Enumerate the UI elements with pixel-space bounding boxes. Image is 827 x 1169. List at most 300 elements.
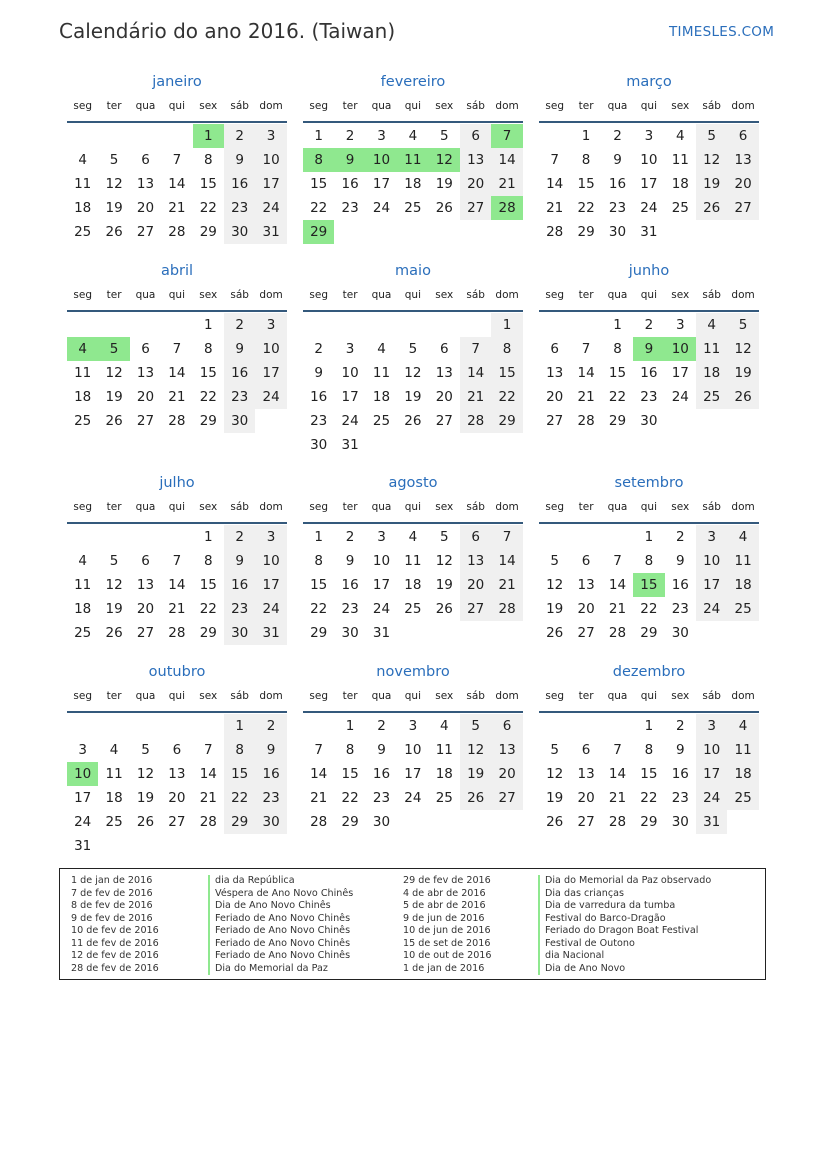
day-cell: 14 [608,577,627,593]
day-cell: 7 [203,742,213,758]
legend-date: 9 de fev de 2016 [71,912,153,924]
day-cell: 19 [105,200,123,216]
day-cell: 24 [372,200,391,216]
day-cell: 2 [675,529,685,545]
weekday-label: dom [731,690,755,702]
legend-holiday-name: Feriado de Ano Novo Chinês [208,913,350,926]
weekday-label: sáb [702,289,721,301]
holiday-day-cell: 10 [67,762,98,786]
weekday-header [539,289,759,305]
day-cell: 19 [404,389,422,405]
header-rule [539,711,759,713]
day-cell: 26 [105,413,123,429]
weekday-label: seg [545,690,564,702]
day-cell: 24 [671,389,689,405]
weekday-label: seg [73,100,92,112]
legend-holiday-name: Dia do Memorial da Paz observado [538,875,711,888]
day-cell: 17 [255,361,286,385]
day-cell: 13 [136,365,155,381]
day-cell: 31 [372,625,391,641]
weekday-label: qua [371,289,392,301]
day-cell: 26 [696,196,727,220]
month-name: outubro [148,664,206,680]
day-cell: 12 [404,365,422,381]
day-cell: 9 [345,553,355,569]
holiday-day-cell: 9 [334,148,365,172]
weekday-label: ter [342,289,358,301]
day-cell: 4 [377,341,386,357]
weekday-label: dom [259,501,283,513]
legend-holiday-name: Véspera de Ano Novo Chinês [208,888,353,901]
day-cell: 24 [341,413,359,429]
day-cell: 12 [546,577,564,593]
day-cell: 11 [372,365,391,381]
day-cell: 25 [671,200,689,216]
weekday-label: qui [168,501,185,513]
day-cell: 20 [460,172,491,196]
day-cell: 22 [341,790,359,806]
holiday-day-cell: 10 [366,148,397,172]
legend-holiday-name: Dia de Ano Novo Chinês [208,900,331,913]
day-cell: 28 [168,224,186,240]
day-cell: 7 [172,152,182,168]
day-cell: 2 [224,124,255,148]
day-cell: 15 [608,365,627,381]
weekday-label: ter [578,501,594,513]
holiday-day-cell: 5 [98,337,129,361]
day-cell: 18 [404,176,422,192]
day-cell: 18 [105,790,123,806]
legend-holiday-name: Feriado de Ano Novo Chinês [208,950,350,963]
day-cell: 20 [136,389,155,405]
day-cell: 22 [310,601,328,617]
day-cell: 24 [255,196,286,220]
holiday-day-cell: 1 [193,124,224,148]
day-cell: 7 [550,152,559,168]
day-cell: 17 [255,573,286,597]
legend-date: 7 de fev de 2016 [71,887,153,899]
day-cell: 7 [172,341,182,357]
day-cell: 23 [671,601,689,617]
day-cell: 17 [372,176,391,192]
day-cell: 15 [224,762,255,786]
day-cell: 28 [491,597,522,621]
day-cell: 27 [727,196,758,220]
weekday-label: qui [404,289,421,301]
header-rule [303,310,523,312]
weekday-label: seg [545,501,564,513]
day-cell: 7 [491,525,522,549]
day-cell: 12 [105,365,123,381]
day-cell: 22 [640,790,658,806]
day-cell: 12 [136,766,155,782]
day-cell: 29 [199,413,217,429]
weekday-label: sáb [466,501,485,513]
day-cell: 15 [577,176,595,192]
day-cell: 26 [105,224,123,240]
day-cell: 15 [199,577,217,593]
day-cell: 12 [105,577,123,593]
day-cell: 6 [491,714,522,738]
weekday-label: qua [135,289,156,301]
weekday-label: sáb [702,501,721,513]
weekday-label: ter [578,289,594,301]
header-rule [539,310,759,312]
day-cell: 30 [255,810,286,834]
day-cell: 28 [168,413,186,429]
weekday-header [303,690,523,706]
day-cell: 14 [546,176,564,192]
holiday-day-cell: 15 [633,573,664,597]
holiday-day-cell: 11 [397,148,428,172]
day-cell: 19 [435,176,453,192]
legend-date: 10 de jun de 2016 [403,925,491,936]
day-cell: 9 [613,152,622,168]
weekday-label: qua [371,690,392,702]
weekday-header [67,690,287,706]
weekday-label: qui [404,690,421,702]
day-cell: 15 [341,766,359,782]
month-name: julho [159,475,195,491]
legend-date: 1 de jan de 2016 [403,962,485,974]
day-cell: 6 [439,341,449,357]
day-cell: 11 [404,553,422,569]
day-cell: 5 [109,553,119,569]
weekday-label: sáb [466,690,485,702]
weekday-label: sex [671,289,690,301]
day-cell: 26 [727,385,758,409]
day-cell: 21 [168,389,186,405]
weekday-label: seg [545,100,564,112]
day-cell: 25 [74,413,92,429]
day-cell: 9 [377,742,386,758]
day-cell: 9 [255,738,286,762]
day-cell: 27 [460,196,491,220]
day-cell: 31 [640,224,658,240]
day-cell: 24 [696,786,727,810]
day-cell: 24 [255,385,286,409]
weekday-label: sex [671,501,690,513]
day-cell: 3 [644,128,654,144]
weekday-label: dom [731,100,755,112]
day-cell: 13 [727,148,758,172]
weekday-header [67,501,287,517]
day-cell: 25 [404,200,422,216]
legend-date: 10 de fev de 2016 [71,925,159,936]
day-cell: 14 [460,361,491,385]
day-cell: 19 [105,601,123,617]
day-cell: 10 [255,148,286,172]
day-cell: 16 [341,577,359,593]
day-cell: 19 [696,172,727,196]
day-cell: 16 [671,577,689,593]
day-cell: 5 [550,742,559,758]
day-cell: 4 [439,718,449,734]
day-cell: 2 [255,714,286,738]
day-cell: 1 [345,718,355,734]
day-cell: 23 [341,601,359,617]
day-cell: 20 [577,601,595,617]
day-cell: 10 [255,549,286,573]
day-cell: 26 [136,814,155,830]
holiday-legend [59,868,766,980]
day-cell: 2 [675,718,685,734]
legend-date: 10 de out de 2016 [403,950,492,961]
day-cell: 6 [460,124,491,148]
day-cell: 16 [341,176,359,192]
day-cell: 5 [141,742,150,758]
day-cell: 30 [341,625,359,641]
day-cell: 14 [168,365,186,381]
day-cell: 12 [460,738,491,762]
day-cell: 12 [435,553,453,569]
day-cell: 10 [696,738,727,762]
day-cell: 31 [74,838,92,854]
day-cell: 3 [408,718,418,734]
day-cell: 21 [491,573,522,597]
day-cell: 11 [727,549,758,573]
header-rule [303,121,523,123]
weekday-label: ter [342,501,358,513]
day-cell: 27 [136,625,155,641]
day-cell: 21 [460,385,491,409]
day-cell: 19 [435,577,453,593]
day-cell: 10 [341,365,359,381]
day-cell: 18 [74,389,92,405]
holiday-day-cell: 8 [303,148,334,172]
legend-date: 28 de fev de 2016 [71,962,159,974]
day-cell: 4 [109,742,119,758]
legend-holiday-name: Feriado de Ano Novo Chinês [208,938,350,951]
day-cell: 27 [435,413,453,429]
weekday-label: seg [309,289,328,301]
legend-holiday-name: dia da República [208,875,295,888]
day-cell: 28 [310,814,328,830]
day-cell: 14 [168,176,186,192]
day-cell: 2 [613,128,622,144]
day-cell: 1 [203,529,213,545]
day-cell: 31 [341,437,359,453]
day-cell: 24 [74,814,92,830]
weekday-label: seg [309,501,328,513]
weekday-label: seg [73,501,92,513]
month-name: fevereiro [380,74,446,90]
day-cell: 10 [640,152,658,168]
day-cell: 17 [696,762,727,786]
day-cell: 19 [727,361,758,385]
day-cell: 28 [608,625,627,641]
weekday-label: dom [495,100,519,112]
weekday-label: qui [404,501,421,513]
day-cell: 16 [224,172,255,196]
legend-holiday-name: Feriado de Ano Novo Chinês [208,925,350,938]
holiday-day-cell: 9 [633,337,664,361]
day-cell: 18 [404,577,422,593]
weekday-label: sex [671,100,690,112]
brand-link[interactable]: TIMESLES.COM [669,24,775,40]
day-cell: 11 [696,337,727,361]
holiday-day-cell: 10 [665,337,696,361]
day-cell: 5 [439,128,449,144]
weekday-header [539,100,759,116]
day-cell: 22 [199,200,217,216]
day-cell: 23 [224,597,255,621]
day-cell: 28 [546,224,564,240]
day-cell: 10 [255,337,286,361]
month-name: novembro [376,664,450,680]
day-cell: 22 [310,200,328,216]
day-cell: 31 [255,621,286,645]
day-cell: 13 [435,365,453,381]
day-cell: 10 [404,742,422,758]
day-cell: 27 [460,597,491,621]
day-cell: 18 [435,766,453,782]
weekday-label: ter [578,100,594,112]
day-cell: 1 [203,317,213,333]
weekday-label: sex [199,100,218,112]
day-cell: 5 [109,152,119,168]
weekday-label: seg [309,690,328,702]
header-rule [539,522,759,524]
day-cell: 15 [199,365,217,381]
weekday-label: ter [342,690,358,702]
day-cell: 23 [372,790,391,806]
day-cell: 18 [727,573,758,597]
day-cell: 23 [310,413,328,429]
weekday-label: seg [309,100,328,112]
month-name: janeiro [152,74,202,90]
day-cell: 20 [727,172,758,196]
day-cell: 8 [581,152,591,168]
legend-date: 15 de set de 2016 [403,937,491,949]
day-cell: 1 [314,128,323,144]
day-cell: 29 [491,409,522,433]
weekday-label: sáb [466,289,485,301]
weekday-label: sáb [230,501,249,513]
day-cell: 27 [168,814,186,830]
holiday-day-cell: 12 [429,148,460,172]
day-cell: 2 [345,529,355,545]
day-cell: 15 [199,176,217,192]
day-cell: 21 [310,790,328,806]
legend-holiday-name: Dia das crianças [538,888,624,901]
day-cell: 29 [577,224,595,240]
holiday-day-cell: 4 [67,337,98,361]
weekday-label: dom [495,501,519,513]
day-cell: 5 [696,124,727,148]
day-cell: 8 [345,742,355,758]
day-cell: 6 [460,525,491,549]
weekday-header [303,289,523,305]
day-cell: 28 [199,814,217,830]
weekday-label: qua [371,100,392,112]
day-cell: 25 [696,385,727,409]
day-cell: 9 [314,365,323,381]
weekday-header [539,690,759,706]
weekday-label: qui [168,100,185,112]
weekday-label: qua [607,100,628,112]
day-cell: 8 [203,553,213,569]
day-cell: 13 [577,766,595,782]
day-cell: 11 [74,577,92,593]
weekday-header [67,100,287,116]
month-name: maio [395,263,431,279]
weekday-label: qui [640,100,657,112]
weekday-label: dom [259,289,283,301]
day-cell: 26 [105,625,123,641]
weekday-label: qua [607,289,628,301]
day-cell: 5 [439,529,449,545]
day-cell: 13 [491,738,522,762]
day-cell: 16 [640,365,658,381]
day-cell: 27 [577,814,595,830]
day-cell: 22 [491,385,522,409]
day-cell: 25 [74,625,92,641]
day-cell: 11 [435,742,453,758]
day-cell: 16 [255,762,286,786]
day-cell: 26 [460,786,491,810]
day-cell: 11 [105,766,123,782]
day-cell: 13 [577,577,595,593]
day-cell: 30 [224,621,255,645]
day-cell: 20 [136,601,155,617]
day-cell: 14 [199,766,217,782]
day-cell: 20 [168,790,186,806]
weekday-label: qua [135,501,156,513]
day-cell: 27 [136,224,155,240]
day-cell: 15 [640,766,658,782]
day-cell: 6 [172,742,182,758]
weekday-header [303,100,523,116]
day-cell: 24 [404,790,422,806]
day-cell: 14 [577,365,595,381]
day-cell: 30 [372,814,391,830]
month-name: setembro [614,475,684,491]
header-rule [303,711,523,713]
legend-date: 5 de abr de 2016 [403,900,486,911]
day-cell: 30 [671,625,689,641]
weekday-label: qui [640,289,657,301]
day-cell: 24 [255,597,286,621]
weekday-label: qui [404,100,421,112]
day-cell: 22 [199,389,217,405]
day-cell: 16 [310,389,328,405]
day-cell: 26 [435,200,453,216]
day-cell: 3 [78,742,87,758]
day-cell: 11 [74,365,92,381]
weekday-label: qui [640,501,657,513]
day-cell: 20 [577,790,595,806]
day-cell: 1 [644,718,654,734]
weekday-label: dom [259,100,283,112]
month-name: abril [160,263,194,279]
legend-date: 4 de abr de 2016 [403,887,486,899]
weekday-label: qua [607,690,628,702]
day-cell: 28 [168,625,186,641]
weekday-label: ter [106,289,122,301]
day-cell: 11 [727,738,758,762]
day-cell: 18 [696,361,727,385]
day-cell: 29 [199,224,217,240]
day-cell: 4 [727,714,758,738]
day-cell: 12 [105,176,123,192]
day-cell: 22 [640,601,658,617]
day-cell: 23 [640,389,658,405]
day-cell: 15 [491,361,522,385]
day-cell: 16 [224,573,255,597]
day-cell: 13 [546,365,564,381]
day-cell: 17 [341,389,359,405]
